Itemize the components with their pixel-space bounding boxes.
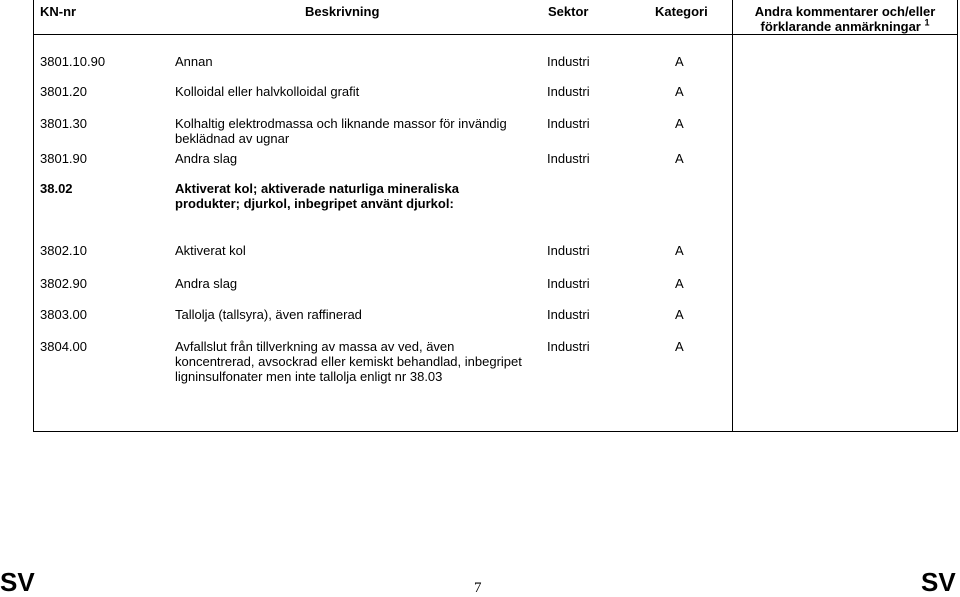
sector: Industri: [547, 84, 590, 99]
description-line: ligninsulfonater men inte tallolja enligt nr 38.03: [175, 369, 443, 384]
category: A: [675, 84, 684, 99]
description: Aktiverat kol: [175, 243, 246, 258]
kn-code: 3802.10: [40, 243, 87, 258]
sector: Industri: [547, 243, 590, 258]
description: [175, 116, 525, 146]
header-divider: [34, 34, 957, 35]
description-line: Avfallslut från tillverkning av massa av ved, även: [175, 339, 455, 354]
description: Annan: [175, 54, 213, 69]
kn-code: 3801.10.90: [40, 54, 106, 69]
description-line: Kolhaltig elektrodmassa och liknande massor för invändig: [175, 116, 507, 131]
kn-code: 3801.30: [40, 116, 87, 131]
header-description: Beskrivning: [305, 4, 380, 19]
description: [175, 181, 525, 211]
category: A: [675, 54, 684, 69]
sector: Industri: [547, 339, 590, 354]
category: A: [675, 276, 684, 291]
description-line: produkter; djurkol, inbegripet använt djurkol:: [175, 196, 454, 211]
column-divider: [732, 0, 733, 431]
sector: Industri: [547, 54, 590, 69]
header-kn: KN-nr: [40, 4, 77, 19]
kn-code: 3801.90: [40, 151, 87, 166]
footer-language-left: SV: [0, 567, 35, 597]
category: A: [675, 243, 684, 258]
kn-code: 3804.00: [40, 339, 87, 354]
category: A: [675, 339, 684, 354]
kn-code: 3801.20: [40, 84, 87, 99]
header-sector: Sektor: [548, 4, 589, 19]
description: Kolloidal eller halvkolloidal grafit: [175, 84, 360, 99]
header-remarks-line2: [734, 19, 956, 34]
kn-code: 38.02: [40, 181, 73, 196]
kn-code: 3803.00: [40, 307, 87, 322]
kn-code: 3802.90: [40, 276, 87, 291]
footnote-marker: 1: [924, 17, 930, 28]
description-line: koncentrerad, avsockrad eller kemiskt behandlad, inbegripet: [175, 354, 522, 369]
sector: Industri: [547, 307, 590, 322]
header-remarks-text: förklarande anmärkningar: [760, 19, 921, 34]
sector: Industri: [547, 276, 590, 291]
description: Tallolja (tallsyra), även raffinerad: [175, 307, 362, 322]
header-category: Kategori: [655, 4, 708, 19]
description: Andra slag: [175, 276, 238, 291]
description-line: Aktiverat kol; aktiverade naturliga mineraliska: [175, 181, 459, 196]
description-line: beklädnad av ugnar: [175, 131, 290, 146]
category: A: [675, 307, 684, 322]
page-number: 7: [474, 580, 482, 596]
description: [175, 339, 535, 384]
header-remarks: [734, 4, 956, 34]
category: A: [675, 151, 684, 166]
sector: Industri: [547, 116, 590, 131]
header-remarks-line1: Andra kommentarer och/eller: [754, 4, 936, 19]
category: A: [675, 116, 684, 131]
description: Andra slag: [175, 151, 238, 166]
footer-language-right: SV: [921, 567, 956, 597]
sector: Industri: [547, 151, 590, 166]
tariff-table: [33, 0, 958, 432]
